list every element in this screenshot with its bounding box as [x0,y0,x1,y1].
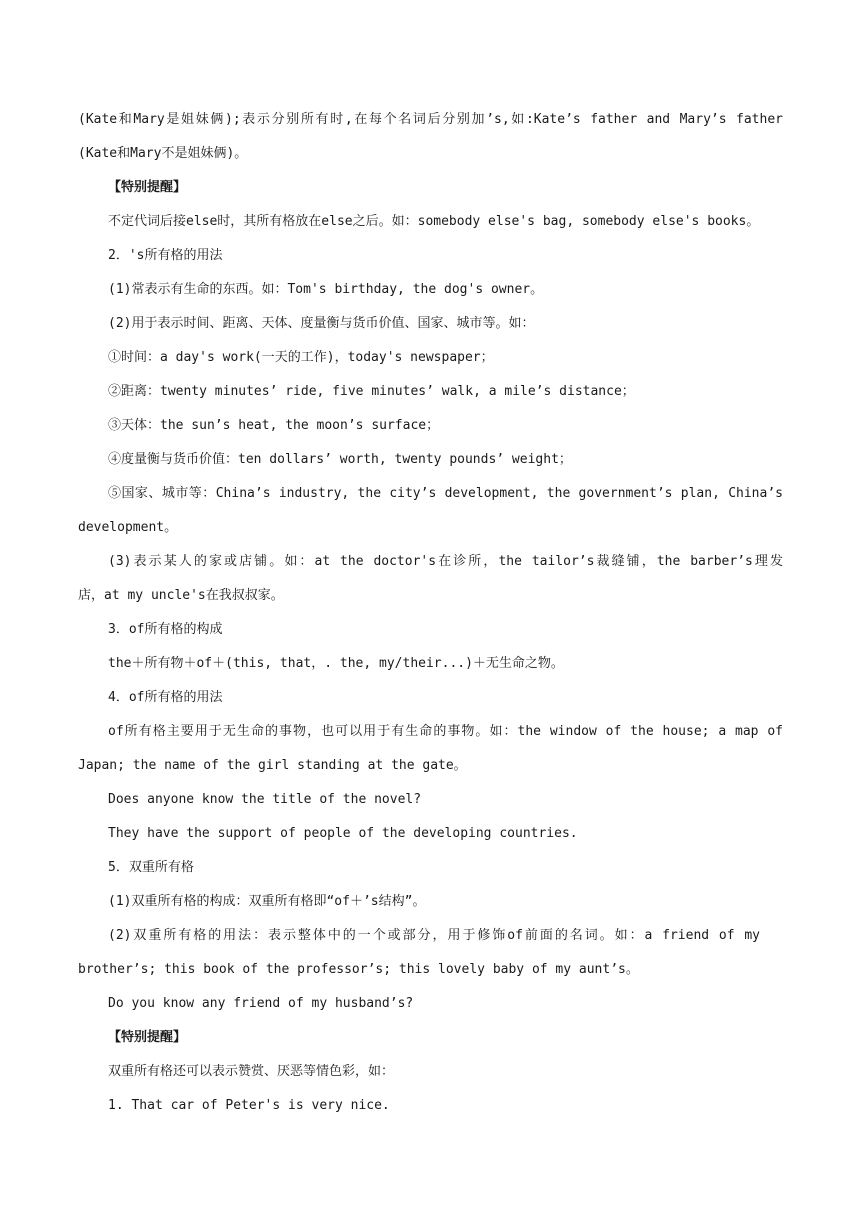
list-item: ④度量衡与货币价值：ten dollars’ worth, twenty pounds’ weight； [108,452,572,467]
section-heading: 3．of所有格的构成 [108,622,223,637]
list-item: ②距离：twenty minutes’ ride, five minutes’ walk, a mile’s distance； [108,384,635,399]
paragraph-line: brother’s; this book of the professor’s; this lovely baby of my aunt’s。 [78,962,639,977]
paragraph-line: (Kate和Mary是姐妹俩);表示分别所有时,在每个名词后分别加’s,如:Kate’s father and Mary’s father [78,112,783,127]
special-note-heading: 【特别提醒】 [108,1030,187,1045]
paragraph-line: development。 [78,520,178,535]
paragraph-line: 不定代词后接else时，其所有格放在else之后。如：somebody else's bag, somebody else's books。 [108,214,760,229]
paragraph-line: 双重所有格还可以表示赞赏、厌恶等情色彩，如： [108,1064,395,1079]
paragraph-line: (1)常表示有生命的东西。如：Tom's birthday, the dog's owner。 [108,282,544,297]
section-heading: 4．of所有格的用法 [108,690,223,705]
paragraph-line: 店，at my uncle's在我叔叔家。 [78,588,284,603]
list-item: ③天体：the sun’s heat, the moon’s surface； [108,418,440,433]
example-sentence: Do you know any friend of my husband’s? [108,996,414,1011]
paragraph-line: Japan; the name of the girl standing at the gate。 [78,758,467,773]
paragraph-line: the＋所有物＋of＋(this, that，. the, my/their...)＋无生命之物。 [108,656,564,671]
list-item: ⑤国家、城市等：China’s industry, the city’s development, the government’s plan, China’s [108,486,783,501]
paragraph-line: (3)表示某人的家或店铺。如：at the doctor's在诊所，the tailor’s裁缝铺，the barber’s理发 [108,554,783,569]
paragraph-line: (Kate和Mary不是姐妹俩)。 [78,146,248,161]
special-note-heading: 【特别提醒】 [108,180,187,195]
example-sentence: They have the support of people of the developing countries. [108,826,578,841]
paragraph-line: (2)用于表示时间、距离、天体、度量衡与货币价值、国家、城市等。如： [108,316,535,331]
section-heading: 2．'s所有格的用法 [108,248,223,263]
paragraph-line: (2)双重所有格的用法：表示整体中的一个或部分，用于修饰of前面的名词。如：a friend of my [108,928,760,943]
paragraph-line: of所有格主要用于无生命的事物，也可以用于有生命的事物。如：the window of the house; a map of [108,724,783,739]
section-heading: 5．双重所有格 [108,860,194,875]
example-sentence: Does anyone know the title of the novel? [108,792,422,807]
paragraph-line: (1)双重所有格的构成：双重所有格即“of＋’s结构”。 [108,894,426,909]
list-item: ①时间：a day's work(一天的工作)，today's newspaper； [108,350,494,365]
example-sentence: 1. That car of Peter's is very nice. [108,1098,390,1113]
